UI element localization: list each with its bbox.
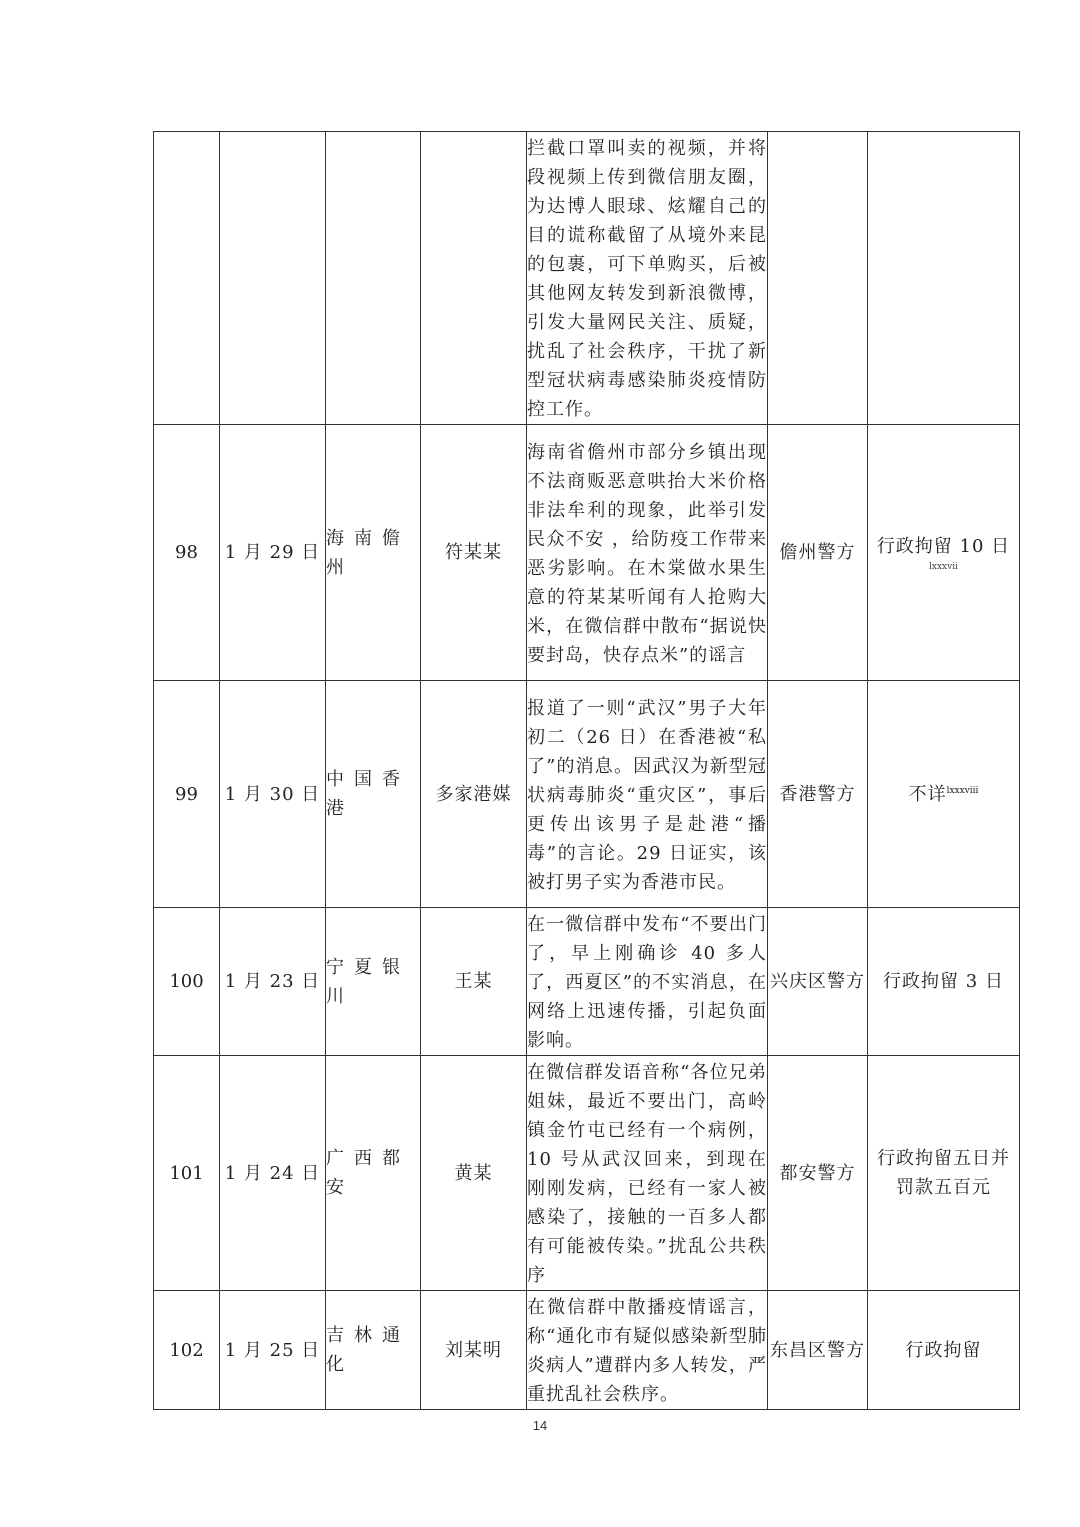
case-description-text: 报道了一则“武汉”男子大年初二（26 日）在香港被“私了”的消息。因武汉为新型冠状病毒肺炎“重灾区”，事后更传出该男子是赴港“播毒”的言论。29 日证实，该被打男子实为香港市民。	[527, 697, 767, 893]
case-number: 98	[154, 425, 220, 681]
case-location: 广西都安	[326, 1056, 421, 1291]
case-number: 102	[154, 1291, 220, 1410]
case-result: 行政拘留 3 日	[868, 908, 1020, 1056]
footnote-marker: lxxxviii	[946, 785, 979, 796]
case-agency: 兴庆区警方	[768, 908, 868, 1056]
table-row	[154, 1056, 1020, 1291]
case-date: 1 月 24 日	[220, 1056, 326, 1291]
case-location	[326, 132, 421, 425]
case-date: 1 月 23 日	[220, 908, 326, 1056]
case-location: 中国香港	[326, 681, 421, 908]
case-date: 1 月 30 日	[220, 681, 326, 908]
case-agency: 儋州警方	[768, 425, 868, 681]
table-row	[154, 1291, 1020, 1410]
case-description	[527, 681, 768, 908]
case-person	[421, 132, 527, 425]
case-date	[220, 132, 326, 425]
case-date: 1 月 25 日	[220, 1291, 326, 1410]
footnote-marker: lxxxvii	[929, 562, 958, 572]
case-result: 行政拘留五日并罚款五百元	[868, 1056, 1020, 1291]
case-description	[527, 1056, 768, 1291]
case-location: 宁夏银川	[326, 908, 421, 1056]
case-number: 101	[154, 1056, 220, 1291]
case-description-text: 海南省儋州市部分乡镇出现不法商贩恶意哄抬大米价格非法牟利的现象，此举引发民众不安 ，给防疫工作带来恶劣影响。在木棠做水果生意的符某某听闻有人抢购大米，在微信群中散布“据说快要封岛，快存点米”的谣言	[527, 441, 767, 666]
case-description-text: 拦截口罩叫卖的视频，并将段视频上传到微信朋友圈，为达博人眼球、炫耀自己的目的谎称截留了从境外来昆的包裹，可下单购买，后被其他网友转发到新浪微博，引发大量网民关注、质疑，扰乱了社会秩序，干扰了新型冠状病毒感染肺炎疫情防控工作。	[527, 138, 767, 420]
page-number: 14	[532, 1418, 548, 1433]
case-agency	[768, 132, 868, 425]
case-number: 100	[154, 908, 220, 1056]
case-number: 99	[154, 681, 220, 908]
table-row	[154, 908, 1020, 1056]
case-result-text: 行政拘留 10 日	[876, 536, 1011, 557]
rumor-cases-table	[153, 131, 1020, 1410]
case-result	[868, 681, 1020, 908]
case-description	[527, 1291, 768, 1410]
case-result	[868, 132, 1020, 425]
case-person: 王某	[421, 908, 527, 1056]
case-number	[154, 132, 220, 425]
case-agency: 都安警方	[768, 1056, 868, 1291]
case-description-text: 在微信群中散播疫情谣言，称“通化市有疑似感染新型肺炎病人”遭群内多人转发，严重扰乱社会秩序。	[527, 1297, 767, 1405]
table-row	[154, 681, 1020, 908]
case-person: 多家港媒	[421, 681, 527, 908]
case-person: 符某某	[421, 425, 527, 681]
case-result: 行政拘留	[868, 1291, 1020, 1410]
case-location: 海南儋州	[326, 425, 421, 681]
case-description-text: 在微信群发语音称“各位兄弟姐妹，最近不要出门，高岭镇金竹屯已经有一个病例，10 号从武汉回来，到现在刚刚发病，已经有一家人被感染了，接触的一百多人都有可能被传染。”扰乱公共秩序	[527, 1062, 767, 1286]
case-date: 1 月 29 日	[220, 425, 326, 681]
case-person: 黄某	[421, 1056, 527, 1291]
table-row	[154, 425, 1020, 681]
case-location: 吉林通化	[326, 1291, 421, 1410]
case-description	[527, 132, 768, 425]
case-result	[868, 425, 1020, 681]
case-agency: 东昌区警方	[768, 1291, 868, 1410]
case-description	[527, 425, 768, 681]
case-description	[527, 908, 768, 1056]
case-result-text: 不详	[908, 783, 947, 805]
table-row	[154, 132, 1020, 425]
case-agency: 香港警方	[768, 681, 868, 908]
case-description-text: 在一微信群中发布“不要出门了，早上刚确诊 40 多人了，西夏区”的不实消息，在网络上迅速传播，引起负面影响。	[527, 914, 767, 1051]
case-person: 刘某明	[421, 1291, 527, 1410]
